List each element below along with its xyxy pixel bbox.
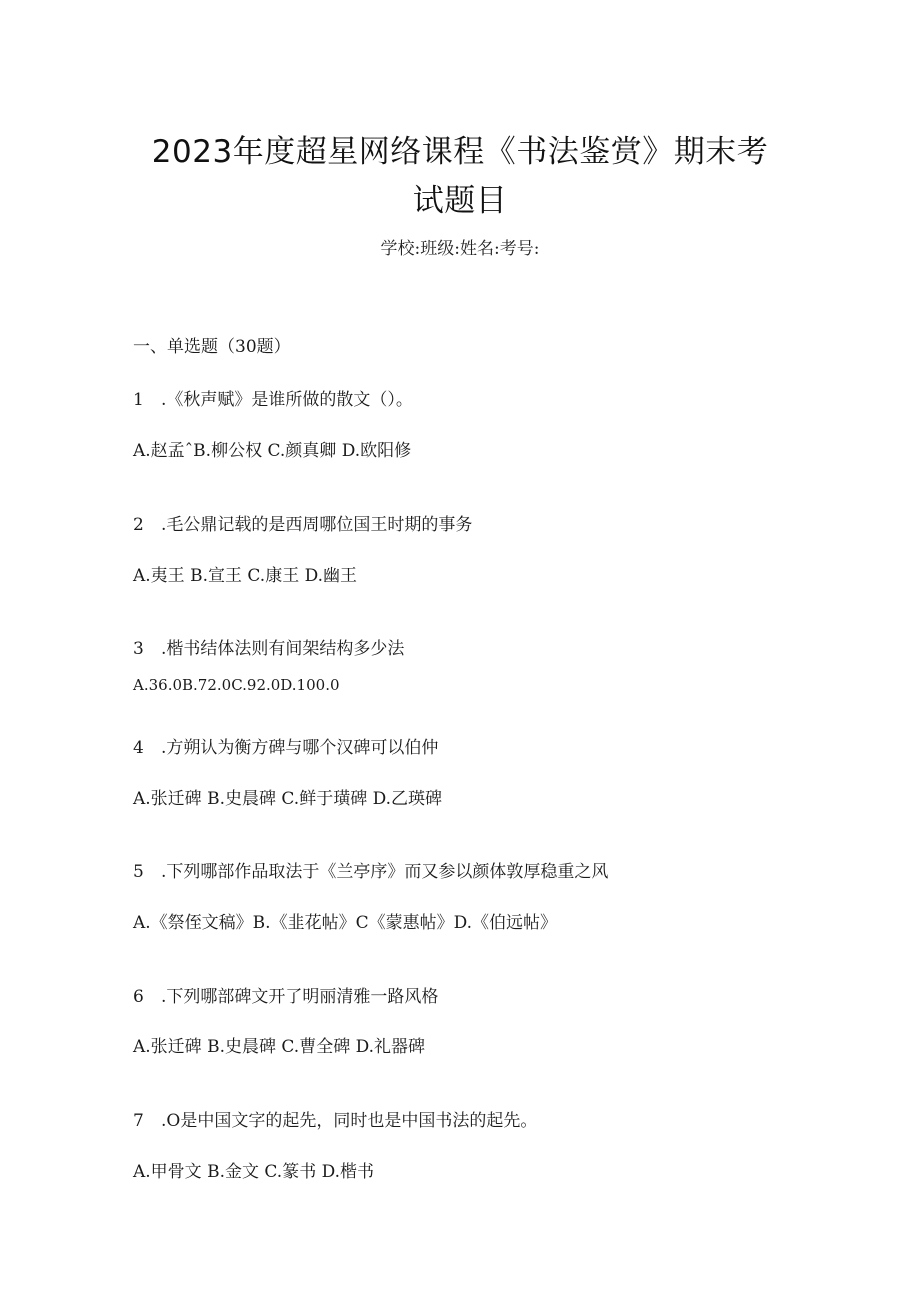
document-title-line-1: 2023年度超星网络课程《书法鉴赏》期末考 bbox=[151, 134, 769, 170]
student-info-line: 学校:班级:姓名:考号: bbox=[380, 239, 540, 259]
question-text: .方朔认为衡方碑与哪个汉碑可以伯仲 bbox=[161, 738, 439, 758]
question-text: .毛公鼎记载的是西周哪位国王时期的事务 bbox=[161, 515, 473, 535]
question-text: .楷书结体法则有间架结构多少法 bbox=[161, 639, 405, 659]
question-text: .《秋声赋》是谁所做的散文（）。 bbox=[161, 390, 413, 410]
question-number: 6 bbox=[133, 987, 144, 1007]
question-number: 7 bbox=[133, 1111, 144, 1131]
question-7-options: A.甲骨文 B.金文 C.篆书 D.楷书 bbox=[133, 1162, 375, 1182]
question-3-options: A.36.0B.72.0C.92.0D.100.0 bbox=[133, 676, 340, 694]
question-text: .O是中国文字的起先，同时也是中国书法的起先。 bbox=[161, 1111, 538, 1131]
question-7 bbox=[133, 1106, 537, 1131]
question-5 bbox=[133, 857, 608, 882]
question-number: 1 bbox=[133, 390, 144, 410]
question-4 bbox=[133, 733, 438, 758]
document-title-line-2: 试题目 bbox=[412, 183, 508, 219]
question-number: 5 bbox=[133, 862, 144, 882]
question-2 bbox=[133, 510, 472, 535]
question-number: 3 bbox=[133, 639, 144, 659]
question-5-options: A.《祭侄文稿》B.《韭花帖》C《蒙惠帖》D.《伯远帖》 bbox=[133, 913, 558, 933]
question-4-options: A.张迁碑 B.史晨碑 C.鲜于璜碑 D.乙瑛碑 bbox=[133, 789, 443, 809]
question-6-options: A.张迁碑 B.史晨碑 C.曹全碑 D.礼器碑 bbox=[133, 1037, 426, 1057]
question-2-options: A.夷王 B.宣王 C.康王 D.幽王 bbox=[133, 566, 358, 586]
question-number: 4 bbox=[133, 738, 144, 758]
question-6 bbox=[133, 982, 438, 1007]
question-number: 2 bbox=[133, 515, 144, 535]
question-text: .下列哪部作品取法于《兰亭序》而又参以颜体敦厚稳重之风 bbox=[161, 862, 609, 882]
section-heading: 一、单选题（30题） bbox=[133, 337, 291, 357]
question-3 bbox=[133, 634, 404, 659]
question-1 bbox=[133, 385, 413, 410]
question-text: .下列哪部碑文开了明丽清雅一路风格 bbox=[161, 987, 439, 1007]
question-1-options: A.赵孟ˆB.柳公权 C.颜真卿 D.欧阳修 bbox=[133, 441, 412, 461]
